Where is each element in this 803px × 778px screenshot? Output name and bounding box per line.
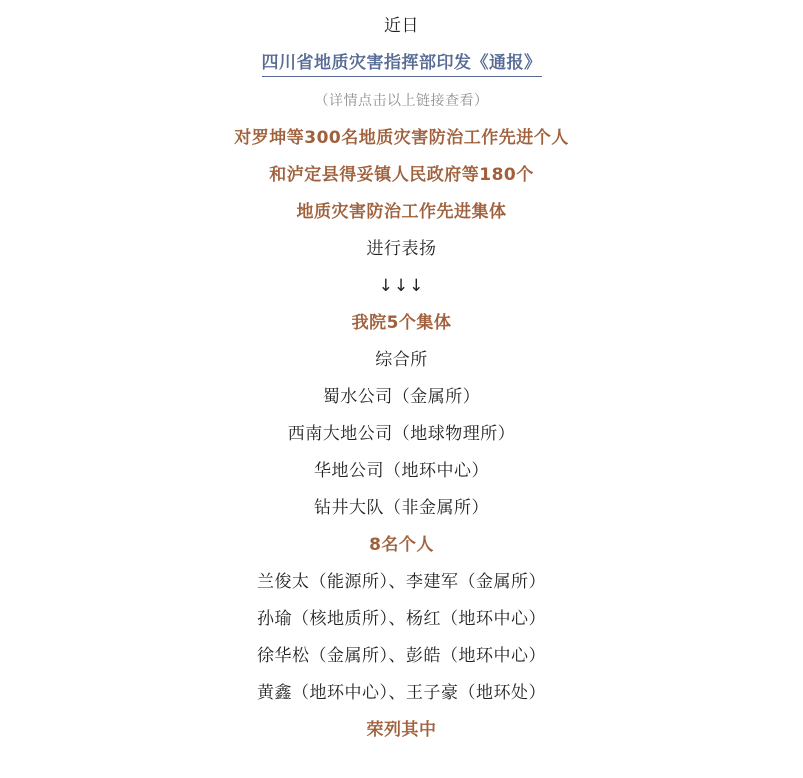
closing-text: 荣列其中 [366, 720, 437, 740]
down-arrows-icon: ↓↓↓ [378, 276, 425, 296]
intro-text: 近日 [384, 16, 419, 36]
individual-item: 兰俊太（能源所）、李建军（金属所） [257, 572, 546, 592]
link-note: （详情点击以上链接查看） [314, 93, 489, 109]
collective-item: 华地公司（地环中心） [314, 461, 489, 481]
notice-link[interactable]: 四川省地质灾害指挥部印发《通报》 [262, 53, 542, 77]
summary-line-2: 和泸定县得妥镇人民政府等180个 [269, 165, 534, 185]
individual-item: 孙瑜（核地质所）、杨红（地环中心） [257, 609, 546, 629]
individual-item: 徐华松（金属所）、彭皓（地环中心） [257, 646, 546, 666]
collective-item: 西南大地公司（地球物理所） [287, 424, 516, 444]
individuals-heading: 8名个人 [369, 535, 434, 555]
notice-link-line [0, 55, 803, 72]
individual-item: 黄鑫（地环中心）、王子豪（地环处） [257, 683, 546, 703]
collective-item: 钻井大队（非金属所） [314, 498, 489, 518]
summary-line-3: 地质灾害防治工作先进集体 [296, 202, 507, 222]
summary-line-4: 进行表扬 [366, 239, 437, 259]
collective-item: 蜀水公司（金属所） [322, 387, 481, 407]
summary-line-1: 对罗坤等300名地质灾害防治工作先进个人 [234, 128, 569, 148]
collectives-heading: 我院5个集体 [351, 313, 452, 333]
collective-item: 综合所 [375, 350, 428, 370]
